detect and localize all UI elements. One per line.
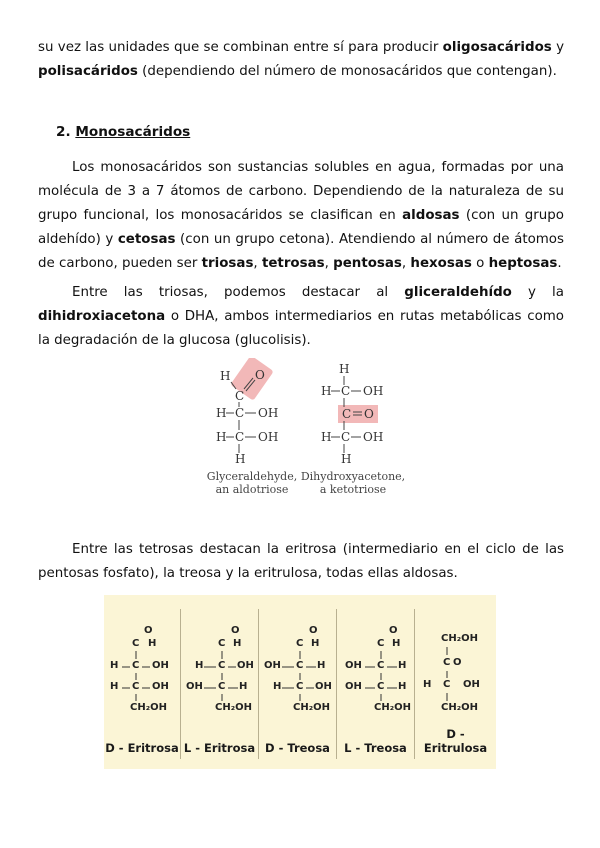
- atom-h: H: [273, 681, 282, 692]
- ald-top-h: H: [220, 369, 231, 383]
- text: .: [557, 256, 562, 271]
- atom-oh: OH: [315, 681, 332, 692]
- monosacaridos-paragraph: [38, 156, 564, 276]
- ket-c3: C: [341, 430, 351, 444]
- label-d-treosa: D - Treosa: [265, 741, 330, 755]
- atom-c1: C: [377, 638, 385, 649]
- label-d-eritrulosa: D - Eritrulosa: [423, 727, 488, 755]
- atom-h: H: [195, 660, 204, 671]
- text: Entre las triosas, podemos destacar al: [72, 285, 405, 300]
- term-hexosas: hexosas: [410, 256, 472, 271]
- caption-dihydroxyacetone: [300, 470, 406, 496]
- term-oligosacaridos: oligosacáridos: [442, 40, 552, 55]
- ald-h2: H: [216, 406, 227, 420]
- term-tetrosas: tetrosas: [261, 256, 325, 271]
- ald-bottom-h: H: [235, 452, 246, 466]
- text: Entre las tetrosas destacan la eritrosa (intermediario en el ciclo de las pentosas fosfato), la treosa y la eritrulosa, todas ellas aldosas.: [38, 542, 564, 581]
- caption-glyceraldehyde: [198, 470, 306, 496]
- caption-line: an aldotriose: [215, 483, 289, 496]
- atom-o: O: [309, 625, 318, 636]
- atom-c: C: [443, 657, 451, 668]
- atom-ch2oh: CH₂OH: [441, 702, 478, 713]
- atom-h: H: [148, 638, 157, 649]
- triosas-paragraph: [38, 281, 564, 353]
- atom-oh: OH: [186, 681, 203, 692]
- atom-h: H: [110, 660, 119, 671]
- text: ,: [324, 256, 334, 271]
- atom-h: H: [398, 660, 407, 671]
- atom-ch2oh: CH₂OH: [130, 702, 167, 713]
- atom-oh: OH: [237, 660, 254, 671]
- atom-c2: C: [296, 660, 304, 671]
- atom-h: H: [239, 681, 248, 692]
- ket-c1: C: [341, 384, 351, 398]
- atom-oh: OH: [152, 660, 169, 671]
- atom-c2: C: [377, 660, 385, 671]
- text: ,: [401, 256, 411, 271]
- atom-o: O: [453, 657, 462, 668]
- ald-c1: C: [235, 389, 245, 403]
- ald-o: O: [255, 368, 265, 382]
- term-heptosas: heptosas: [488, 256, 558, 271]
- atom-h: H: [317, 660, 326, 671]
- ald-h3: H: [216, 430, 227, 444]
- atom-c1: C: [296, 638, 304, 649]
- text: (con un grupo cetona). Atendiendo al número de átomos de carbono, pueden ser: [38, 232, 564, 271]
- ket-o: O: [364, 407, 374, 421]
- term-polisacaridos: polisacáridos: [38, 64, 138, 79]
- caption-line: Dihydroxyacetone,: [300, 470, 406, 483]
- atom-ch2oh: CH₂OH: [441, 633, 478, 644]
- atom-ch2oh: CH₂OH: [374, 702, 411, 713]
- ket-h1: H: [321, 384, 332, 398]
- atom-oh: OH: [345, 681, 362, 692]
- label-d-eritrosa: D - Eritrosa: [105, 741, 179, 755]
- atom-c1: C: [132, 638, 140, 649]
- text: Los monosacáridos son sustancias solubles en agua, formadas por una molécula de 3 a 7 átomos de carbono. Dependiendo de la naturaleza de su grupo funcional, los monosacáridos se clasifican en: [38, 160, 564, 223]
- text: y la: [511, 285, 564, 300]
- caption-line: a ketotriose: [319, 483, 387, 496]
- atom-h: H: [392, 638, 401, 649]
- section-number: 2.: [56, 124, 71, 140]
- triose-structures-figure: [198, 358, 406, 500]
- tetrose-bonds: [104, 595, 496, 769]
- ald-oh2: OH: [258, 406, 279, 420]
- atom-c3: C: [296, 681, 304, 692]
- term-dihidroxiacetona: dihidroxiacetona: [38, 309, 166, 324]
- caption-line: Glyceraldehyde,: [206, 470, 298, 483]
- section-heading: [56, 124, 190, 140]
- atom-c3: C: [218, 681, 226, 692]
- atom-ch2oh: CH₂OH: [293, 702, 330, 713]
- ald-c3: C: [235, 430, 245, 444]
- atom-c3: C: [132, 681, 140, 692]
- atom-h: H: [233, 638, 242, 649]
- tetrosas-paragraph: [38, 538, 564, 586]
- ket-oh3: OH: [363, 430, 384, 444]
- atom-oh: OH: [463, 679, 480, 690]
- ald-c2: C: [235, 406, 245, 420]
- text: y: [551, 40, 564, 55]
- text: (dependiendo del número de monosacáridos que contengan).: [137, 64, 557, 79]
- text: su vez las unidades que se combinan entre sí para producir: [38, 40, 443, 55]
- intro-paragraph: [38, 36, 564, 84]
- atom-c2: C: [218, 660, 226, 671]
- atom-c3: C: [377, 681, 385, 692]
- atom-oh: OH: [345, 660, 362, 671]
- atom-c1: C: [218, 638, 226, 649]
- ket-oh1: OH: [363, 384, 384, 398]
- atom-ch2oh: CH₂OH: [215, 702, 252, 713]
- atom-oh: OH: [152, 681, 169, 692]
- atom-oh: OH: [264, 660, 281, 671]
- text: o DHA, ambos intermediarios en rutas metabólicas como la degradación de la glucosa (glucolisis).: [38, 309, 564, 348]
- term-triosas: triosas: [201, 256, 254, 271]
- ket-top-h: H: [339, 362, 350, 376]
- label-l-treosa: L - Treosa: [344, 741, 407, 755]
- term-aldosas: aldosas: [402, 208, 460, 223]
- term-gliceraldehido: gliceraldehído: [404, 285, 512, 300]
- term-pentosas: pentosas: [333, 256, 402, 271]
- label-l-eritrosa: L - Eritrosa: [183, 741, 256, 755]
- atom-h: H: [398, 681, 407, 692]
- atom-o: O: [231, 625, 240, 636]
- text: o: [471, 256, 489, 271]
- atom-c: C: [443, 679, 451, 690]
- ket-bottom-h: H: [341, 452, 352, 466]
- atom-h: H: [423, 679, 432, 690]
- section-title: Monosacáridos: [75, 124, 191, 140]
- tetrose-structures-figure: [104, 595, 496, 769]
- ket-h3: H: [321, 430, 332, 444]
- atom-o: O: [144, 625, 153, 636]
- ald-oh3: OH: [258, 430, 279, 444]
- text: ,: [253, 256, 262, 271]
- triose-structures-drawing: [198, 358, 406, 468]
- atom-o: O: [389, 625, 398, 636]
- atom-h: H: [311, 638, 320, 649]
- ket-c2: C: [342, 407, 352, 421]
- text: (con un grupo aldehído) y: [38, 208, 564, 247]
- term-cetosas: cetosas: [117, 232, 176, 247]
- atom-c2: C: [132, 660, 140, 671]
- atom-h: H: [110, 681, 119, 692]
